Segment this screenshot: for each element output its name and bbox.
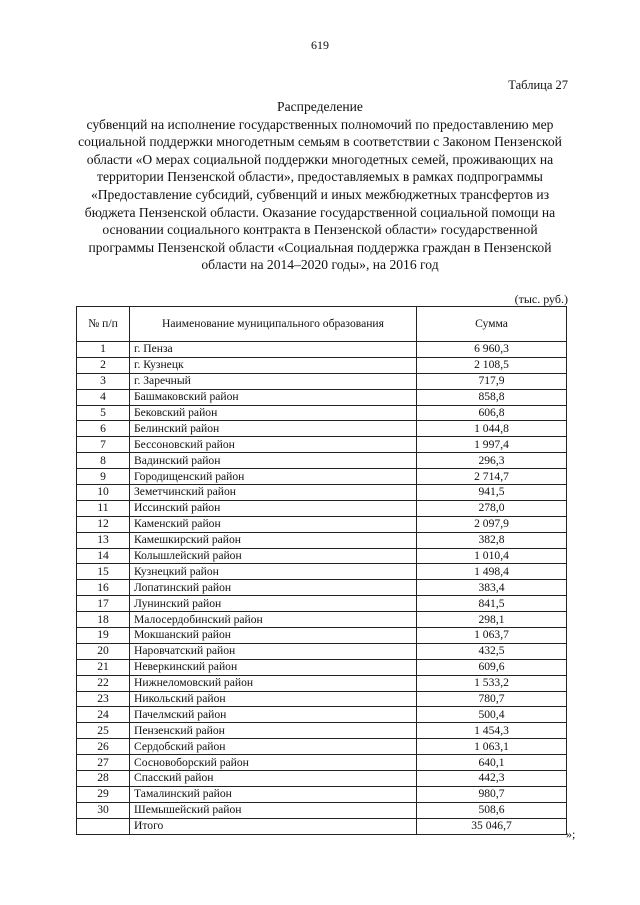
row-sum: 1 454,3 [417, 723, 567, 739]
row-num: 12 [77, 516, 130, 532]
row-sum: 35 046,7 [417, 818, 567, 834]
row-sum: 508,6 [417, 802, 567, 818]
table-row [77, 580, 567, 596]
table-row [77, 421, 567, 437]
heading-body: субвенций на исполнение государственных полномочий по предоставлению мер социальной поддержки многодетным семьям в соответствии с Законом Пензенской области «О мерах социальной поддержки многодетных семей, проживающих на территории Пензенской области», предоставляемых в рамках подпрограммы «Предоставление субсидий, субвенций и иных межбюджетных трансфертов из бюджета Пензенской области. Оказание государственной социальной помощи на основании социального контракта в Пензенской области» государственной программы Пензенской области «Социальная поддержка граждан в Пензенской области на 2014–2020 годы», на 2016 год [78, 116, 562, 273]
table-header-row [77, 307, 567, 342]
table-row [77, 612, 567, 628]
table-row [77, 723, 567, 739]
row-name: г. Заречный [130, 373, 417, 389]
table-row [77, 739, 567, 755]
row-sum: 432,5 [417, 643, 567, 659]
table-row [77, 357, 567, 373]
row-name: Бессоновский район [130, 437, 417, 453]
row-name: Лунинский район [130, 596, 417, 612]
row-num: 14 [77, 548, 130, 564]
table-row [77, 548, 567, 564]
row-name: Спасский район [130, 771, 417, 787]
table-row [77, 675, 567, 691]
table-row [77, 500, 567, 516]
table-row [77, 771, 567, 787]
total-row [77, 818, 567, 834]
row-num: 6 [77, 421, 130, 437]
row-name: Сердобский район [130, 739, 417, 755]
row-num: 23 [77, 691, 130, 707]
table-row [77, 691, 567, 707]
row-name: Нижнеломовский район [130, 675, 417, 691]
row-name: Итого [130, 818, 417, 834]
row-sum: 442,3 [417, 771, 567, 787]
table-row [77, 628, 567, 644]
row-name: Кузнецкий район [130, 564, 417, 580]
closing-quote-mark: »; [566, 827, 576, 841]
table-row [77, 516, 567, 532]
distribution-table [76, 306, 567, 835]
row-num: 26 [77, 739, 130, 755]
table-row [77, 659, 567, 675]
row-num: 3 [77, 373, 130, 389]
table-row [77, 643, 567, 659]
row-name: Башмаковский район [130, 389, 417, 405]
table-label: Таблица 27 [508, 78, 568, 92]
row-num [77, 818, 130, 834]
row-num: 11 [77, 500, 130, 516]
row-sum: 383,4 [417, 580, 567, 596]
row-num: 15 [77, 564, 130, 580]
row-sum: 1 533,2 [417, 675, 567, 691]
row-name: г. Пенза [130, 342, 417, 358]
row-sum: 858,8 [417, 389, 567, 405]
table-row [77, 596, 567, 612]
row-sum: 1 997,4 [417, 437, 567, 453]
table-row [77, 389, 567, 405]
row-num: 21 [77, 659, 130, 675]
row-num: 17 [77, 596, 130, 612]
row-sum: 717,9 [417, 373, 567, 389]
row-name: Сосновоборский район [130, 755, 417, 771]
header-name: Наименование муниципального образования [130, 307, 417, 342]
row-name: Никольский район [130, 691, 417, 707]
row-name: Земетчинский район [130, 485, 417, 501]
row-name: Вадинский район [130, 453, 417, 469]
row-sum: 1 010,4 [417, 548, 567, 564]
row-name: Городищенский район [130, 469, 417, 485]
row-sum: 1 063,1 [417, 739, 567, 755]
row-sum: 296,3 [417, 453, 567, 469]
row-name: Колышлейский район [130, 548, 417, 564]
document-heading [70, 98, 570, 274]
table-row [77, 469, 567, 485]
row-sum: 500,4 [417, 707, 567, 723]
table-row [77, 453, 567, 469]
row-name: Лопатинский район [130, 580, 417, 596]
row-num: 16 [77, 580, 130, 596]
table-row [77, 786, 567, 802]
table-row [77, 755, 567, 771]
row-sum: 1 498,4 [417, 564, 567, 580]
page-number: 619 [311, 38, 329, 52]
table-row [77, 342, 567, 358]
row-name: г. Кузнецк [130, 357, 417, 373]
table-row [77, 373, 567, 389]
table-row [77, 707, 567, 723]
table-row [77, 802, 567, 818]
row-sum: 606,8 [417, 405, 567, 421]
row-sum: 2 714,7 [417, 469, 567, 485]
header-sum: Сумма [417, 307, 567, 342]
row-name: Тамалинский район [130, 786, 417, 802]
row-num: 2 [77, 357, 130, 373]
row-num: 27 [77, 755, 130, 771]
units-label: (тыс. руб.) [514, 292, 568, 306]
heading-title: Распределение [277, 99, 363, 114]
header-num: № п/п [77, 307, 130, 342]
row-name: Неверкинский район [130, 659, 417, 675]
row-name: Шемышейский район [130, 802, 417, 818]
row-num: 30 [77, 802, 130, 818]
row-name: Пензенский район [130, 723, 417, 739]
row-name: Мокшанский район [130, 628, 417, 644]
table-body [77, 342, 567, 835]
row-num: 13 [77, 532, 130, 548]
row-sum: 2 097,9 [417, 516, 567, 532]
row-sum: 298,1 [417, 612, 567, 628]
row-num: 5 [77, 405, 130, 421]
row-sum: 1 044,8 [417, 421, 567, 437]
row-num: 25 [77, 723, 130, 739]
row-sum: 2 108,5 [417, 357, 567, 373]
table-row [77, 485, 567, 501]
row-num: 9 [77, 469, 130, 485]
table-row [77, 564, 567, 580]
table-row [77, 532, 567, 548]
row-num: 8 [77, 453, 130, 469]
row-sum: 780,7 [417, 691, 567, 707]
row-num: 18 [77, 612, 130, 628]
row-num: 4 [77, 389, 130, 405]
row-num: 10 [77, 485, 130, 501]
row-num: 24 [77, 707, 130, 723]
row-sum: 640,1 [417, 755, 567, 771]
row-name: Камешкирский район [130, 532, 417, 548]
row-name: Каменский район [130, 516, 417, 532]
row-sum: 382,8 [417, 532, 567, 548]
row-name: Белинский район [130, 421, 417, 437]
row-num: 22 [77, 675, 130, 691]
row-sum: 980,7 [417, 786, 567, 802]
row-name: Пачелмский район [130, 707, 417, 723]
row-num: 1 [77, 342, 130, 358]
row-sum: 841,5 [417, 596, 567, 612]
row-sum: 278,0 [417, 500, 567, 516]
row-sum: 6 960,3 [417, 342, 567, 358]
row-num: 7 [77, 437, 130, 453]
row-name: Малосердобинский район [130, 612, 417, 628]
row-sum: 1 063,7 [417, 628, 567, 644]
row-num: 28 [77, 771, 130, 787]
row-sum: 941,5 [417, 485, 567, 501]
row-name: Наровчатский район [130, 643, 417, 659]
table-row [77, 437, 567, 453]
row-num: 29 [77, 786, 130, 802]
row-num: 19 [77, 628, 130, 644]
row-num: 20 [77, 643, 130, 659]
row-name: Иссинский район [130, 500, 417, 516]
row-sum: 609,6 [417, 659, 567, 675]
row-name: Бековский район [130, 405, 417, 421]
table-row [77, 405, 567, 421]
